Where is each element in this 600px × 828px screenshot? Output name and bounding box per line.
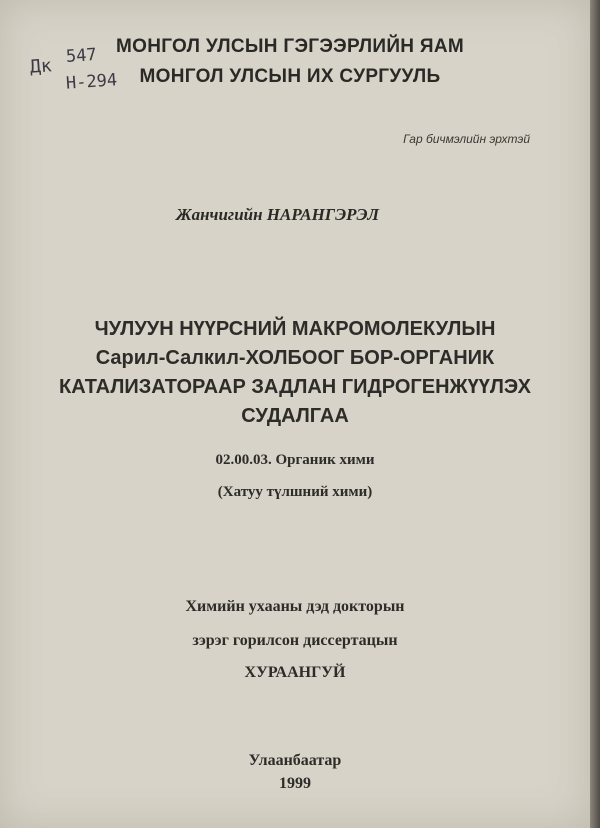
- degree-line-2: зэрэг горилсон диссертацын: [192, 632, 398, 649]
- handwritten-code: Н-294: [65, 70, 118, 94]
- dissertation-title: [0, 315, 590, 431]
- ministry-heading: МОНГОЛ УЛСЫН ГЭГЭЭРЛИЙН ЯАМ: [115, 36, 465, 57]
- title-line-1: ЧУЛУУН НҮҮРСНИЙ МАКРОМОЛЕКУЛЫН: [94, 318, 496, 340]
- summary-label: ХУРААНГУЙ: [244, 664, 346, 681]
- university-heading: МОНГОЛ УЛСЫН ИХ СУРГУУЛЬ: [139, 66, 441, 87]
- page-edge-shadow: [590, 0, 600, 828]
- subspecialty: (Хатуу түлшний хими): [217, 484, 373, 500]
- year: 1999: [279, 775, 311, 792]
- title-line-2: Сарил-Салкил-ХОЛБООГ БОР-ОРГАНИК: [95, 347, 495, 369]
- title-line-3: КАТАЛИЗАТОРААР ЗАДЛАН ГИДРОГЕНЖҮҮЛЭХ: [59, 376, 531, 398]
- handwritten-prefix: Дк: [29, 55, 53, 78]
- manuscript-note: Гар бичмэлийн эрхтэй: [403, 132, 530, 146]
- handwritten-number: 547: [65, 44, 98, 68]
- specialty-code: 02.00.03. Органик хими: [215, 452, 375, 468]
- author-name: Жанчигийн НАРАНГЭРЭЛ: [176, 205, 380, 224]
- degree-line-1: Химийн ухааны дэд докторын: [185, 598, 405, 615]
- title-line-4: СУДАЛГАА: [241, 405, 349, 427]
- city: Улаанбаатар: [248, 752, 342, 769]
